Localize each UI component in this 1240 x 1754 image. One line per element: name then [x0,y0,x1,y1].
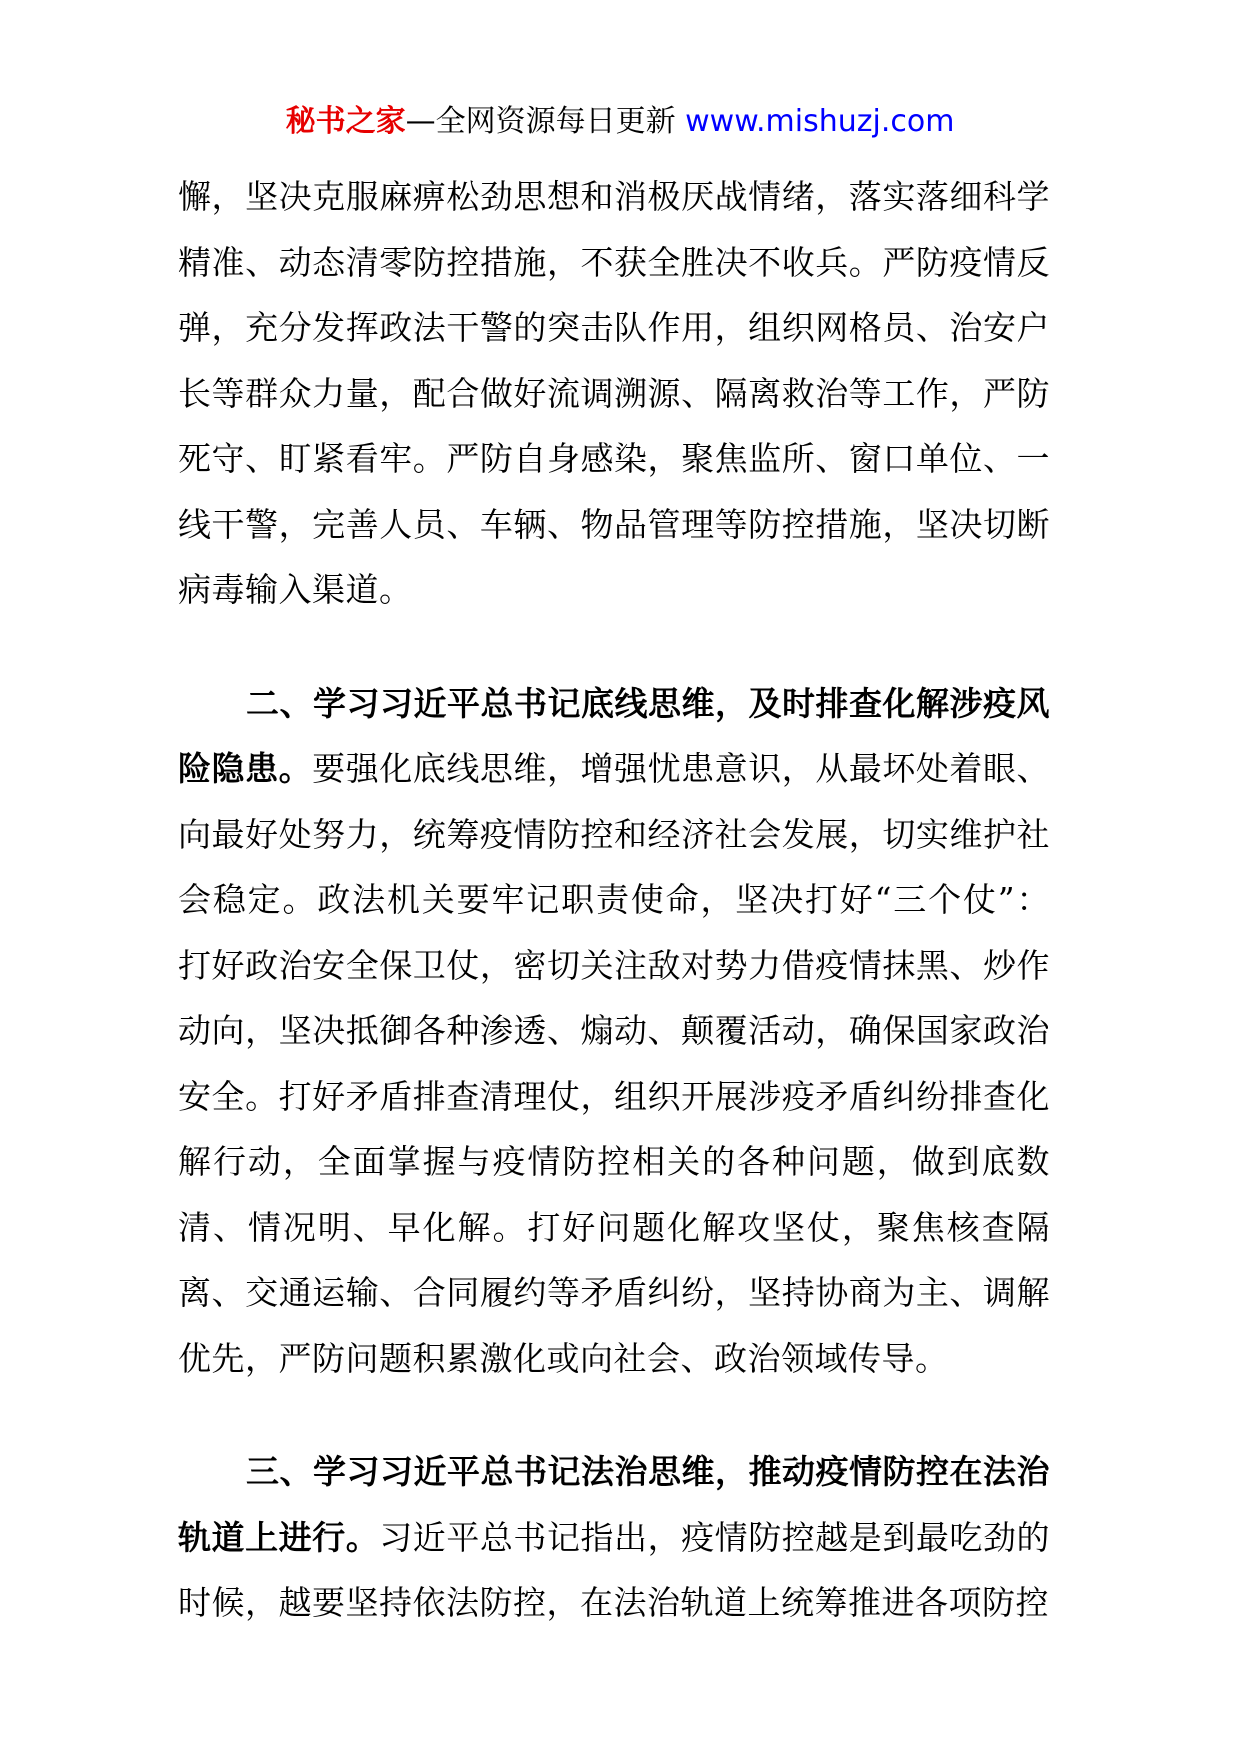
document-body [178,164,1050,1636]
header-brand: 秘书之家 [285,104,406,139]
header-slogan: —全网资源每日更新 [405,104,686,139]
paragraph-3 [178,1439,1050,1636]
paragraph-spacer [178,1391,1050,1439]
header-site-link[interactable]: www.mishuzj.com [685,104,955,139]
paragraph-2-heading: 二、学习习近平总书记底线思维，及时排查化解涉疫风险隐患。 [178,683,1050,788]
paragraph-2 [178,671,1050,1392]
paragraph-1-text: 懈，坚决克服麻痹松劲思想和消极厌战情绪，落实落细科学精准、动态清零防控措施，不获全胜决不收兵。严防疫情反弹，充分发挥政法干警的突击队作用，组织网格员、治安户长等群众力量，配合做好流调溯源、隔离救治等工作，严防死守、盯紧看牢。严防自身感染，聚焦监所、窗口单位、一线干警，完善人员、车辆、物品管理等防控措施，坚决切断病毒输入渠道。 [178,177,1050,609]
page-header [0,100,1240,144]
paragraph-1 [178,164,1050,623]
paragraph-spacer [178,623,1050,671]
paragraph-2-text: 要强化底线思维，增强忧患意识，从最坏处着眼、向最好处努力，统筹疫情防控和经济社会发展，切实维护社会稳定。政法机关要牢记职责使命，坚决打好“三个仗”：打好政治安全保卫仗，密切关注敌对势力借疫情抹黑、炒作动向，坚决抵御各种渗透、煽动、颠覆活动，确保国家政治安全。打好矛盾排查清理仗，组织开展涉疫矛盾纠纷排查化解行动，全面掌握与疫情防控相关的各种问题，做到底数清、情况明、早化解。打好问题化解攻坚仗，聚焦核查隔离、交通运输、合同履约等矛盾纠纷，坚持协商为主、调解优先，严防问题积累激化或向社会、政治领域传导。 [178,749,1051,1378]
paragraph-3-heading: 三、学习习近平总书记法治思维，推动疫情防控在法治轨道上进行。 [178,1452,1050,1557]
paragraph-3-text: 习近平总书记指出，疫情防控越是到最吃劲的时候，越要坚持依法防控，在法治轨道上统筹推进各项防控 [178,1517,1051,1622]
